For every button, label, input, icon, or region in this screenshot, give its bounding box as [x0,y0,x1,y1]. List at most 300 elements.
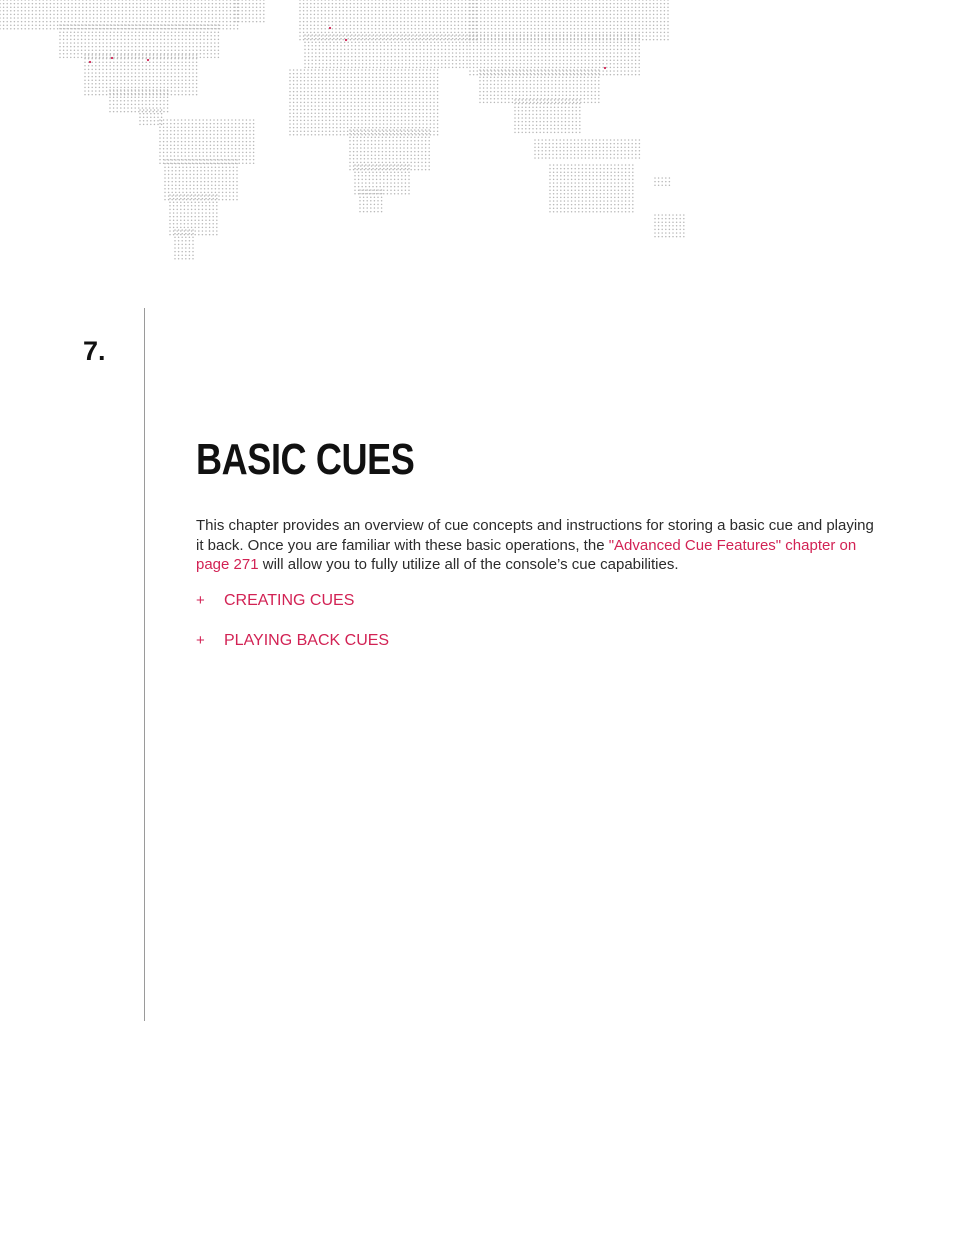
map-dot [379,102,381,104]
map-dot [168,10,170,12]
map-dot [340,84,342,86]
map-dot [426,130,428,132]
map-dot [322,109,324,111]
map-dot [378,158,380,160]
map-dot [127,58,129,60]
map-dot [181,54,183,56]
map-dot [552,0,554,1]
map-dot [394,102,396,104]
map-dot [174,35,176,37]
map-dot [179,10,181,12]
map-dot [430,87,432,89]
map-dot [122,3,124,5]
map-dot [358,73,360,75]
map-dot [166,144,168,146]
map-dot [88,79,90,81]
map-dot [426,109,428,111]
map-dot [310,24,312,26]
map-dot [160,65,162,67]
map-dot [238,119,240,121]
map-dot [154,124,156,126]
map-dot [412,130,414,132]
map-dot [192,42,194,44]
map-dot [171,46,173,48]
map-dot [459,45,461,47]
map-dot [116,104,118,106]
map-dot [263,6,265,8]
map-dot [129,14,131,16]
map-dot [389,151,391,153]
map-dot [430,69,432,71]
map-dot [346,28,348,30]
map-dot [138,65,140,67]
map-dot [368,24,370,26]
map-dot [117,65,119,67]
map-dot [433,84,435,86]
map-dot [304,67,306,69]
map-dot [377,207,379,209]
map-dot [32,17,34,19]
map-dot [293,116,295,118]
map-dot [159,134,161,136]
map-dot [357,6,359,8]
map-dot [552,6,554,8]
map-dot [53,6,55,8]
map-dot [414,28,416,30]
map-dot [452,56,454,58]
map-dot [39,24,41,26]
map-dot [397,120,399,122]
map-dot [401,164,403,166]
map-dot [131,69,133,71]
world-map-icon [0,0,700,270]
map-dot [214,53,216,55]
map-dot [10,28,12,30]
map-dot [346,24,348,26]
map-dot [167,72,169,74]
map-dot [99,72,101,74]
map-dot [541,3,543,5]
map-dot [99,69,101,71]
map-dot [374,151,376,153]
map-dot [184,137,186,139]
map-dot [342,10,344,12]
map-dot [168,159,170,161]
map-dot [246,148,248,150]
map-dot [436,14,438,16]
map-dot [328,10,330,12]
map-dot [246,144,248,146]
map-dot [241,3,243,5]
map-dot [78,14,80,16]
map-dot [256,3,258,5]
map-dot [405,179,407,181]
map-dot [339,24,341,26]
map-dot [163,93,165,95]
map-dot [368,84,370,86]
map-dot [459,52,461,54]
map-dot [383,130,385,132]
map-dot [422,73,424,75]
map-dot [408,69,410,71]
map-dot [100,0,102,1]
map-dot [182,28,184,30]
map-dot [53,3,55,5]
map-dot [461,35,463,37]
map-dot [430,98,432,100]
map-dot [171,61,173,63]
map-dot [149,72,151,74]
map-dot [428,151,430,153]
map-dot [437,73,439,75]
map-dot [404,87,406,89]
map-dot [187,230,189,232]
map-dot [163,134,165,136]
map-dot [167,42,169,44]
map-dot [407,39,409,41]
map-dot [419,76,421,78]
map-dot [445,56,447,58]
map-dot [225,170,227,172]
map-dot [192,83,194,85]
map-dot [473,10,475,12]
map-dot [181,134,183,136]
map-dot [138,28,140,30]
map-dot [289,120,291,122]
map-dot [259,14,261,16]
map-dot [414,3,416,5]
map-dot [448,38,450,40]
map-dot [347,109,349,111]
map-dot [392,129,394,131]
map-dot [102,49,104,51]
map-dot [181,247,183,249]
map-dot [322,123,324,125]
map-dot [318,120,320,122]
map-dot [222,170,224,172]
map-dot [412,123,414,125]
map-dot [304,94,306,96]
map-dot [168,184,170,186]
map-dot [222,17,224,19]
map-dot [196,83,198,85]
map-dot [407,140,409,142]
map-dot [350,17,352,19]
map-dot [383,80,385,82]
map-dot [167,111,169,113]
map-dot [188,123,190,125]
map-dot [358,179,360,181]
map-dot [335,17,337,19]
map-dot [383,94,385,96]
map-dot [520,10,522,12]
map-dot [92,39,94,41]
map-dot [368,102,370,104]
map-dot [102,83,104,85]
map-dot [179,3,181,5]
map-dot [577,6,579,8]
map-dot [191,205,193,207]
map-dot [355,41,357,43]
map-dot [332,14,334,16]
map-dot [328,24,330,26]
map-dot [354,69,356,71]
map-dot [383,112,385,114]
map-dot [332,109,334,111]
map-dot [407,154,409,156]
map-dot [385,151,387,153]
map-dot [156,61,158,63]
map-dot [216,216,218,218]
map-dot [407,133,409,135]
map-dot [186,21,188,23]
map-dot [142,89,144,91]
map-dot [328,14,330,16]
map-dot [354,91,356,93]
map-dot [631,3,633,5]
map-dot [95,79,97,81]
map-dot [171,42,173,44]
map-dot [75,0,77,1]
map-dot [192,244,194,246]
map-dot [131,31,133,33]
map-dot [365,120,367,122]
map-dot [375,24,377,26]
map-dot [168,166,170,168]
map-dot [132,21,134,23]
map-dot [220,144,222,146]
map-dot [234,0,236,1]
map-dot [360,158,362,160]
map-dot [10,0,12,1]
map-dot [418,158,420,160]
map-dot [408,164,410,166]
map-dot [407,32,409,34]
map-dot [202,219,204,221]
map-dot [336,98,338,100]
map-dot [366,211,368,213]
map-dot [427,41,429,43]
map-dot [172,6,174,8]
map-dot [414,21,416,23]
map-dot [207,49,209,51]
map-dot [365,112,367,114]
map-dot [398,45,400,47]
map-dot [382,14,384,16]
map-dot [63,42,65,44]
map-dot [180,194,182,196]
map-dot [174,87,176,89]
map-dot [116,89,118,91]
map-dot [346,35,348,37]
map-dot [653,6,655,8]
map-dot [296,91,298,93]
map-dot [219,6,221,8]
map-dot [304,91,306,93]
map-dot [389,133,391,135]
map-dot [381,204,383,206]
map-dot [383,105,385,107]
map-dot [422,80,424,82]
map-dot [336,130,338,132]
map-dot [184,155,186,157]
map-dot [200,163,202,165]
map-dot [404,134,406,136]
map-dot [68,17,70,19]
map-dot [487,10,489,12]
map-dot [131,83,133,85]
map-dot [314,80,316,82]
map-dot [325,120,327,122]
map-dot [349,151,351,153]
map-dot [354,116,356,118]
map-dot [404,130,406,132]
map-dot [131,104,133,106]
map-dot [368,94,370,96]
map-dot [365,63,367,65]
map-dot [408,80,410,82]
map-dot [181,236,183,238]
map-dot [154,109,156,111]
map-dot [253,141,255,143]
map-dot [194,201,196,203]
map-dot [362,45,364,47]
map-dot [336,73,338,75]
map-dot [106,35,108,37]
map-dot [638,3,640,5]
map-dot [175,166,177,168]
map-dot [228,134,230,136]
map-dot [433,134,435,136]
map-dot [149,83,151,85]
map-dot [157,116,159,118]
map-dot [234,6,236,8]
map-dot [86,3,88,5]
map-dot [383,123,385,125]
map-dot [91,83,93,85]
map-dot [195,130,197,132]
map-dot [304,45,306,47]
map-dot [361,116,363,118]
map-dot [466,34,468,36]
map-dot [372,130,374,132]
map-dot [189,229,191,231]
map-dot [433,76,435,78]
map-dot [322,45,324,47]
map-dot [24,17,26,19]
map-dot [392,151,394,153]
map-dot [161,21,163,23]
map-dot [393,28,395,30]
map-dot [217,155,219,157]
map-dot [445,41,447,43]
map-dot [353,14,355,16]
map-dot [342,6,344,8]
map-dot [318,116,320,118]
map-dot [502,3,504,5]
map-dot [24,28,26,30]
map-dot [459,49,461,51]
map-dot [443,28,445,30]
map-dot [329,91,331,93]
map-dot [314,134,316,136]
map-dot [335,3,337,5]
map-dot [422,84,424,86]
map-dot [324,28,326,30]
map-dot [425,21,427,23]
map-dot [389,169,391,171]
map-dot [415,112,417,114]
map-dot [252,21,254,23]
map-dot [113,72,115,74]
map-dot [138,42,140,44]
map-dot [180,227,182,229]
map-dot [394,186,396,188]
map-dot [153,42,155,44]
map-dot [224,155,226,157]
map-dot [428,154,430,156]
map-dot [0,6,1,8]
map-dot [171,166,173,168]
map-dot [315,38,317,40]
map-dot [333,59,335,61]
map-dot [463,59,465,61]
map-dot [369,67,371,69]
map-dot [170,148,172,150]
map-dot [220,119,222,121]
map-dot [102,61,104,63]
map-dot [238,155,240,157]
map-dot [376,130,378,132]
map-dot [117,83,119,85]
map-dot [428,144,430,146]
map-dot [167,83,169,85]
map-dot [184,194,186,196]
map-dot [46,28,48,30]
map-dot [138,35,140,37]
map-dot [466,38,468,40]
map-dot [293,80,295,82]
map-dot [131,87,133,89]
map-dot [236,163,238,165]
map-dot [173,205,175,207]
map-dot [88,83,90,85]
map-dot [465,35,467,37]
map-dot [425,129,427,131]
map-dot [392,162,394,164]
map-dot [75,3,77,5]
map-dot [39,28,41,30]
map-dot [195,152,197,154]
map-dot [174,61,176,63]
map-dot [149,24,151,26]
map-dot [210,42,212,44]
map-dot [588,6,590,8]
map-dot [577,0,579,1]
map-dot [340,98,342,100]
map-dot [378,32,380,34]
map-dot [220,152,222,154]
map-dot [71,17,73,19]
map-dot [465,39,467,41]
map-dot [160,28,162,30]
map-dot [374,162,376,164]
map-dot [415,120,417,122]
map-dot [328,17,330,19]
map-dot [296,105,298,107]
map-dot [325,84,327,86]
map-dot [350,69,352,71]
